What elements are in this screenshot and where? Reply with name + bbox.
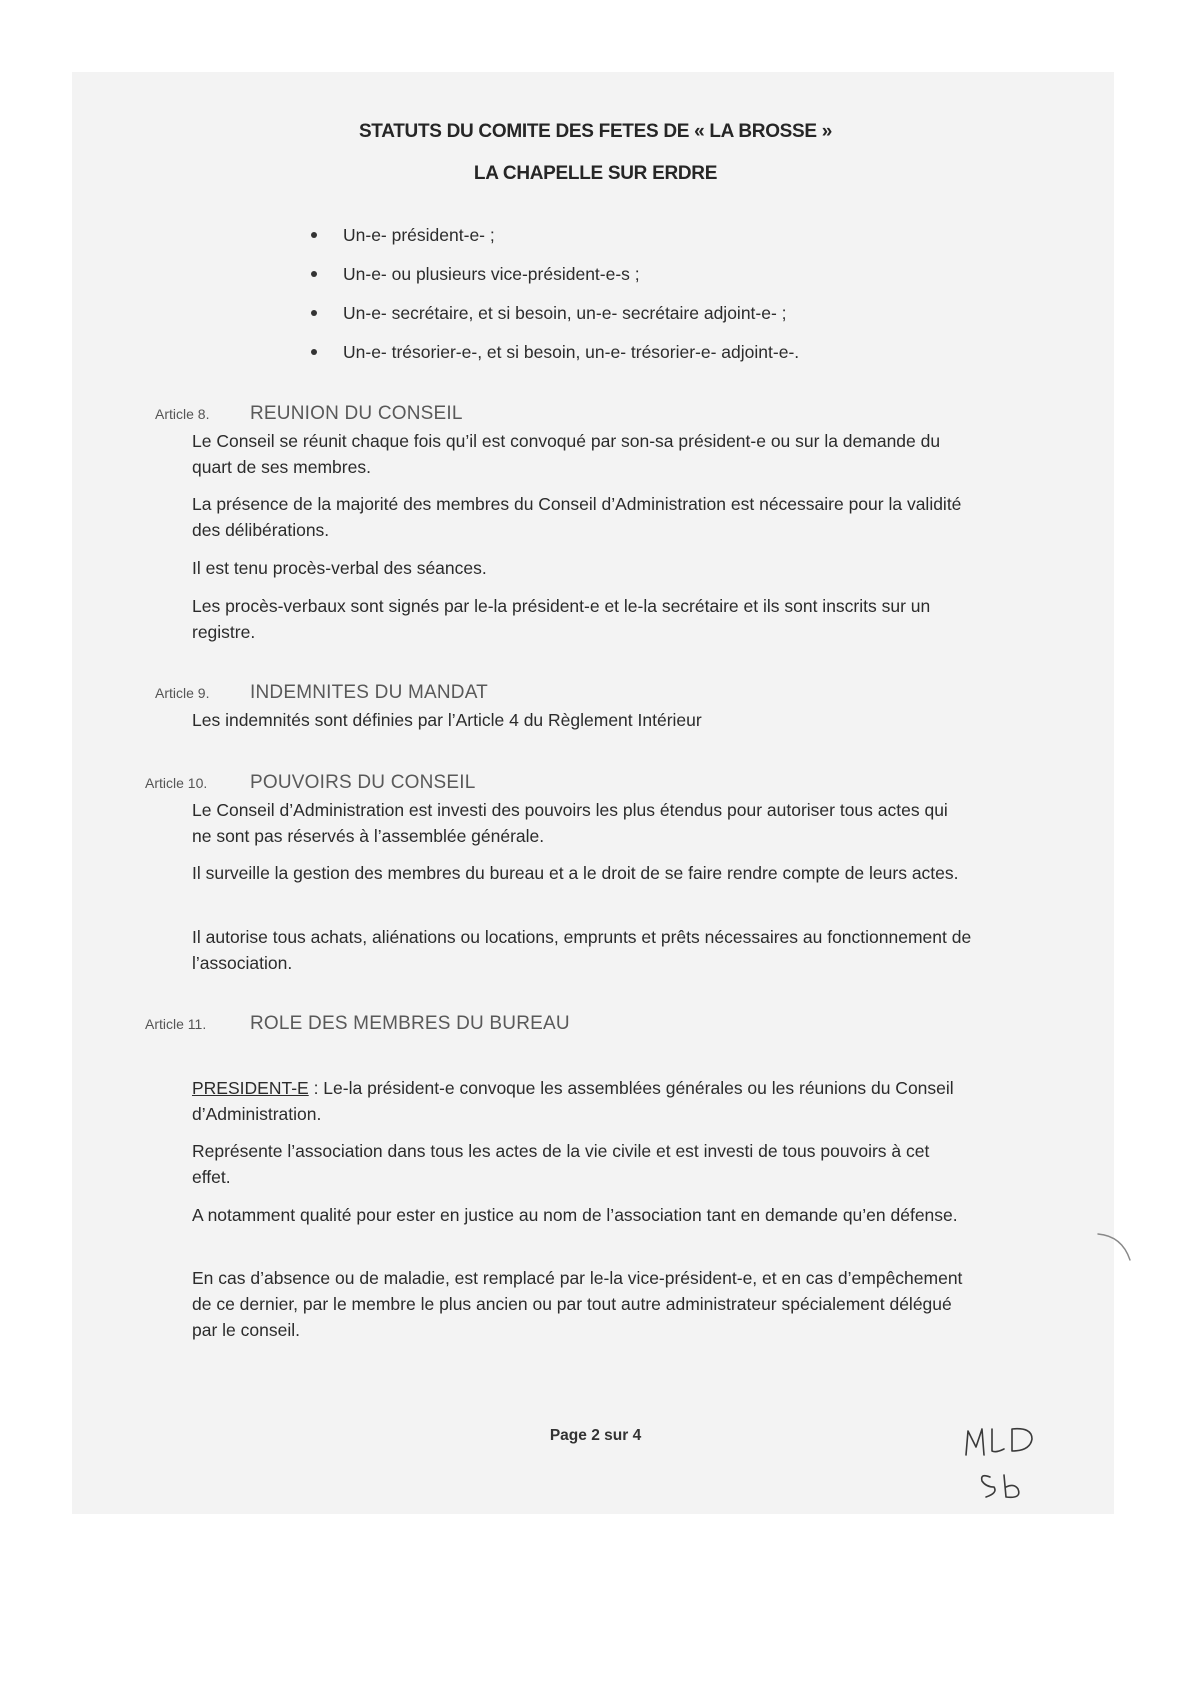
document-subtitle: LA CHAPELLE SUR ERDRE xyxy=(473,163,718,184)
president-intro: : Le-la président-e convoque les assemblées générales ou les réunions du Conseil d’Administration. xyxy=(192,1078,954,1124)
article-9-header xyxy=(155,682,488,704)
document-title: STATUTS DU COMITE DES FETES DE « LA BROSSE » xyxy=(358,121,833,142)
article-9-paragraph-1: Les indemnités sont définies par l’Article 4 du Règlement Intérieur xyxy=(192,710,702,730)
article-11-paragraph-1: Représente l’association dans tous les actes de la vie civile et est investi de tous pouvoirs à cet effet. xyxy=(192,1141,930,1187)
article-11-paragraph-3: En cas d’absence ou de maladie, est remplacé par le-la vice-président-e, et en cas d’empêchement de ce dernier, par le membre le plus ancien ou par tout autre administrateur spécialement délégué par le conseil. xyxy=(192,1268,963,1340)
bullet-icon xyxy=(311,232,317,238)
president-label: PRESIDENT-E xyxy=(192,1078,309,1098)
article-number: Article 11. xyxy=(145,1016,207,1032)
scan-edge-mark-icon xyxy=(1096,1230,1136,1290)
handwritten-initials-icon xyxy=(960,1415,1060,1505)
bullet-icon xyxy=(311,349,317,355)
list-item: Un-e- secrétaire, et si besoin, un-e- secrétaire adjoint-e- ; xyxy=(311,300,799,339)
article-11-president-paragraph xyxy=(192,1075,972,1127)
article-heading: ROLE DES MEMBRES DU BUREAU xyxy=(250,1013,570,1034)
article-8-paragraph-1: Le Conseil se réunit chaque fois qu’il est convoqué par son-sa président-e ou sur la demande du quart de ses membres. xyxy=(192,431,941,477)
article-heading: INDEMNITES DU MANDAT xyxy=(250,682,488,703)
article-11-paragraph-2: A notamment qualité pour ester en justice au nom de l’association tant en demande qu’en défense. xyxy=(192,1205,958,1225)
article-10-paragraph-2: Il surveille la gestion des membres du bureau et a le droit de se faire rendre compte de leurs actes. xyxy=(192,863,959,883)
list-item: Un-e- président-e- ; xyxy=(311,222,799,261)
list-item: Un-e- ou plusieurs vice-président-e-s ; xyxy=(311,261,799,300)
article-8-header xyxy=(155,403,463,425)
article-10-paragraph-1: Le Conseil d’Administration est investi des pouvoirs les plus étendus pour autoriser tous actes qui ne sont pas réservés à l’assemblée générale. xyxy=(192,800,948,846)
article-number: Article 8. xyxy=(155,406,210,422)
article-heading: REUNION DU CONSEIL xyxy=(250,403,463,424)
article-8-paragraph-3: Il est tenu procès-verbal des séances. xyxy=(192,558,487,578)
bureau-members-list xyxy=(311,222,799,378)
article-number: Article 9. xyxy=(155,685,210,701)
article-8-paragraph-2: La présence de la majorité des membres du Conseil d’Administration est nécessaire pour la validité des délibérations. xyxy=(192,494,962,540)
article-11-header xyxy=(145,1013,570,1035)
article-heading: POUVOIRS DU CONSEIL xyxy=(250,772,476,793)
page-label: Page xyxy=(549,1427,587,1444)
bullet-icon xyxy=(311,271,317,277)
list-item: Un-e- trésorier-e-, et si besoin, un-e- trésorier-e- adjoint-e-. xyxy=(311,339,799,378)
bullet-icon xyxy=(311,310,317,316)
article-8-paragraph-4: Les procès-verbaux sont signés par le-la président-e et le-la secrétaire et ils sont inscrits sur un registre. xyxy=(192,596,931,642)
article-10-header xyxy=(145,772,476,794)
page-separator: sur xyxy=(604,1427,629,1444)
page-current: 2 xyxy=(591,1427,600,1444)
article-number: Article 10. xyxy=(145,775,208,791)
article-10-paragraph-3: Il autorise tous achats, aliénations ou locations, emprunts et prêts nécessaires au fonctionnement de l’association. xyxy=(192,927,972,973)
page-total: 4 xyxy=(632,1427,642,1444)
